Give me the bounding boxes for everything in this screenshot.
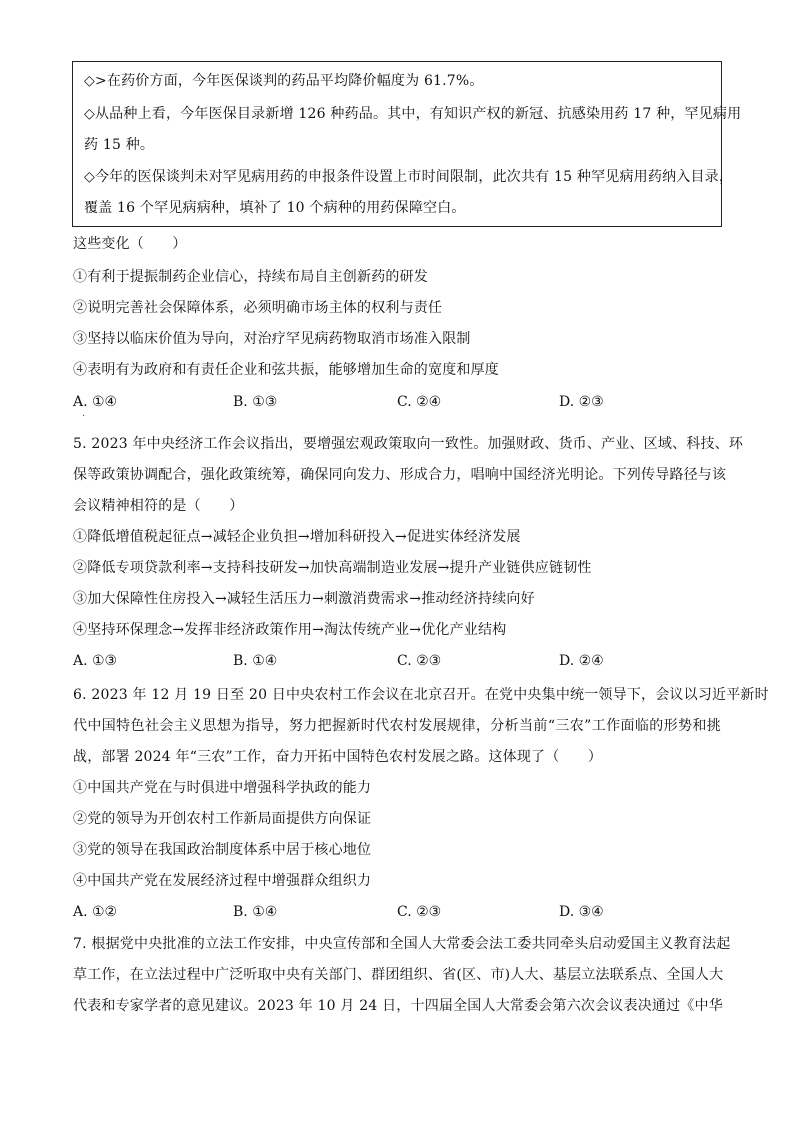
q4-option-d: D. ②③ <box>559 394 604 410</box>
q4-option-b: B. ①③ <box>233 394 278 410</box>
q4-options <box>73 392 721 412</box>
q6-option-c: C. ②③ <box>397 904 442 920</box>
question-6-stem-line: 代中国特色社会主义思想为指导，努力把握新时代农村发展规律，分析当前“三农”工作面临的形势和挑 <box>73 718 721 734</box>
q4-option-a: A. ①④ <box>73 394 118 410</box>
q6-options <box>73 902 721 922</box>
question-5-stem-line: 5. 2023 年中央经济工作会议指出，要增强宏观政策取向一致性。加强财政、货币、产业、区域、科技、环 <box>73 436 744 452</box>
q5-item-2: ②降低专项贷款利率→支持科技研发→加快高端制造业发展→提升产业链供应链韧性 <box>73 560 592 576</box>
q6-option-b: B. ①④ <box>233 904 278 920</box>
question-6-stem-line: 6. 2023 年 12 月 19 日至 20 日中央农村工作会议在北京召开。在党中央集中统一领导下，会议以习近平新时 <box>73 687 769 703</box>
stray-mark: · <box>82 411 86 422</box>
q5-item-4: ④坚持环保理念→发挥非经济政策作用→淘汰传统产业→优化产业结构 <box>73 622 507 638</box>
q6-option-a: A. ①② <box>73 904 118 920</box>
q5-option-b: B. ①④ <box>233 653 278 669</box>
question-7-stem-line: 代表和专家学者的意见建议。2023 年 10 月 24 日，十四届全国人大常委会第六次会议表决通过《中华 <box>73 998 723 1014</box>
question-7-stem-line: 草工作，在立法过程中广泛听取中央有关部门、群团组织、省(区、市)人大、基层立法联系点、全国人大 <box>73 967 724 983</box>
material-line: ◇>在药价方面，今年医保谈判的药品平均降价幅度为 61.7%。 <box>84 73 484 89</box>
q5-item-3: ③加大保障性住房投入→减轻生活压力→刺激消费需求→推动经济持续向好 <box>73 591 535 607</box>
question-5-stem-line: 保等政策协调配合，强化政策统筹，确保同向发力、形成合力，唱响中国经济光明论。下列传导路径与该 <box>73 467 727 483</box>
q6-item-1: ①中国共产党在与时俱进中增强科学执政的能力 <box>73 780 372 796</box>
material-line: 覆盖 16 个罕见病病种，填补了 10 个病种的用药保障空白。 <box>84 200 466 216</box>
question-6-stem-line: 战，部署 2024 年“三农”工作，奋力开拓中国特色农村发展之路。这体现了（ ） <box>73 749 603 765</box>
q4-item-1: ①有利于提振制药企业信心，持续布局自主创新药的研发 <box>73 269 428 285</box>
q5-option-a: A. ①③ <box>73 653 118 669</box>
q4-item-2: ②说明完善社会保障体系，必须明确市场主体的权利与责任 <box>73 300 443 316</box>
material-line: ◇从品种上看，今年医保目录新增 126 种药品。其中，有知识产权的新冠、抗感染用药 17 种，罕见病用 <box>84 106 742 122</box>
q5-option-d: D. ②④ <box>559 653 604 669</box>
material-box <box>72 61 742 227</box>
q6-item-3: ③党的领导在我国政治制度体系中居于核心地位 <box>73 842 372 858</box>
q5-item-1: ①降低增值税起征点→减轻企业负担→增加科研投入→促进实体经济发展 <box>73 529 521 545</box>
question-4-stem: 这些变化（ ） <box>73 236 187 252</box>
q5-options <box>73 651 721 671</box>
q4-option-c: C. ②④ <box>397 394 442 410</box>
q4-item-4: ④表明有为政府和有责任企业和弦共振，能够增加生命的宽度和厚度 <box>73 362 499 378</box>
material-line: 药 15 种。 <box>84 137 155 153</box>
q6-item-2: ②党的领导为开创农村工作新局面提供方向保证 <box>73 811 372 827</box>
question-5-stem-line: 会议精神相符的是（ ） <box>73 498 244 514</box>
q6-option-d: D. ③④ <box>559 904 604 920</box>
q5-option-c: C. ②③ <box>397 653 442 669</box>
material-line: ◇今年的医保谈判未对罕见病用药的申报条件设置上市时间限制，此次共有 15 种罕见病用药纳入目录， <box>84 169 734 185</box>
q4-item-3: ③坚持以临床价值为导向，对治疗罕见病药物取消市场准入限制 <box>73 331 471 347</box>
q6-item-4: ④中国共产党在发展经济过程中增强群众组织力 <box>73 873 372 889</box>
question-7-stem-line: 7. 根据党中央批准的立法工作安排，中央宣传部和全国人大常委会法工委共同牵头启动爱国主义教育法起 <box>73 936 731 952</box>
